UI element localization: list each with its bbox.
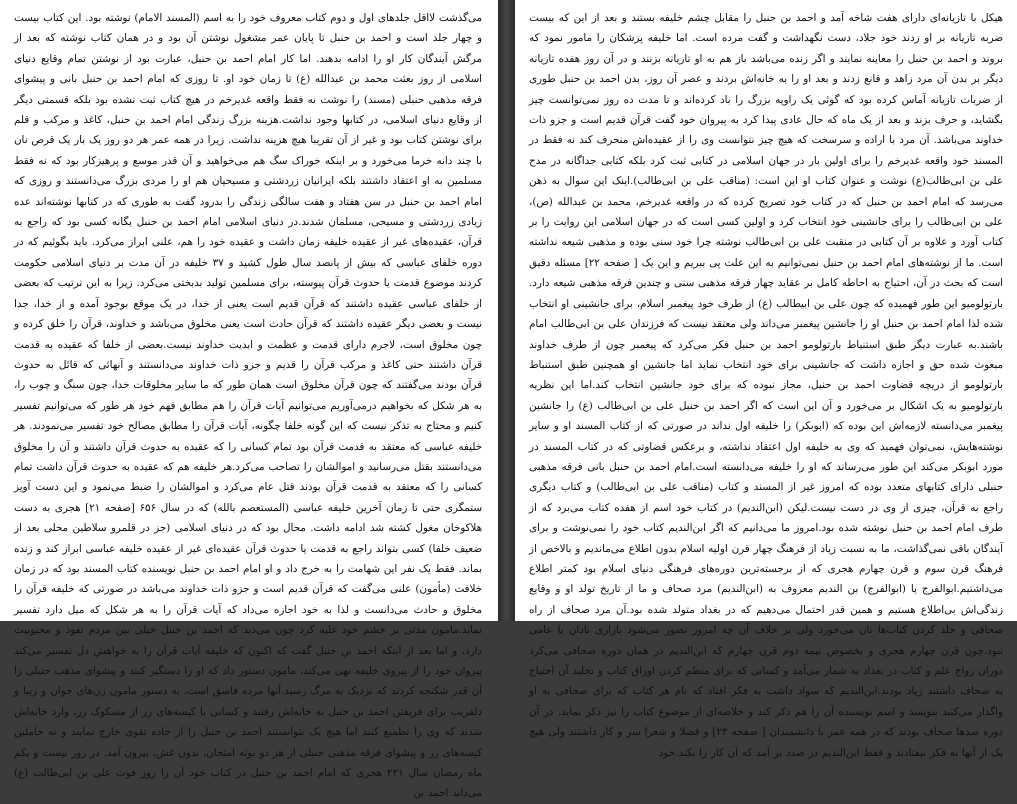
- right-page-text: هیکل با تازیانه‌ای دارای هفت شاخه آمد و احمد بن حنبل را مقابل چشم خلیفه بستند و بعد از این که بیست ضربه تازیانه بر او زدند خود جلاد، دست نگهداشت و گفت مرده است. اما خلیفه پزشکان را مامور نمود که بروند و احمد بن حنبل را معاینه نمایند و اگر زنده می‌باشد باز هم به او تازیانه بزنند و در آن روز هفده تازیانه دیگر بر بدن آن مرد زاهد و قانع زدند و بعد او را به خانه‌اش بردند و عصر آن روز، بدن احمد بن حنبل طوری از ضربات تازیانه آماس کرده بود که گوئی یک راویه بزرگ را باد کرده‌اند و تا مدت ده روز نمی‌توانست چیز بگشاید، و حرف بزند و بعد از یک ماه که حال عادی پیدا کرد به پیروان خود گفت قرآن قدیم است و جزو ذات خداوند می‌باشد. آن مرد با اراده و سرسخت که هیچ چیز نتوانست وی را از عقیده‌اش منحرف کند نه فقط در المسند خود واقعه غدیرخم را برای اولین بار در جهان اسلامی در کتابی ثبت کرد بلکه کتابی جداگانه در مدح علی بن ابی‌طالب(ع) نوشت و عنوان کتاب او این است: (مناقب علی بن ابی‌طالب).اینک این سوال به ذهن می‌رسد که امام احمد بن حنبل که در کتاب خود تصریح کرده که در واقعه غدیرخم، محمد بن عبدالله (ص)، علی بن ابی‌طالب را برای جانشینی خود انتخاب کرد و اولین کسی است که در جهان اسلامی این روایت را بر کتاب آورد و علاوه بر آن کتابی در منقبت علی بن ابی‌طالب نوشته چرا خود سنی بوده و مذهبی شیعه نداشته است. ما از نوشته‌های امام احمد بن حنبل نمی‌توانیم به این علت پی ببریم و این یک [ صفحه ۲۲] مسئله دقیق است که بحث در آن، احتیاج به احاطه کامل بر عقاید چهار فرقه مذهبی سنی و چندین فرقه مذهبی شیعه دارد. بارتولومیو این طور فهمیده که چون علی بن ابیطالب (ع) از طرف خود پیغمبر اسلام، برای جانشینی او انتخاب شده لذا امام احمد بن حنبل او را جانشین پیغمبر می‌داند ولی معتقد نیست که فرزندان علی بن ابی‌طالب امام باشند.به عبارت دیگر طبق استنباط بارتولومو احمد بن حنبل فکر می‌کرد که پیغمبر چون از طرف خداوند مبعوث شده حق و اجازه داشت که جانشینی برای خود انتخاب نماید اما جانشین او همچنین طبق استنباط بارتولومو از دریچه قضاوت احمد بن حنبل، مجاز نبوده که برای خود جانشین انتخاب کند.اما این نظریه بارتولومیو به یک اشکال بر می‌خورد و آن این است که اگر احمد بن حنبل علی بن ابی‌طالب (ع) را جانشین پیغمبر می‌دانسته لازمه‌اش این بوده که (ابوبکر) را خلیفه اول نداند در صورتی که از کتاب المسند او و سایر نوشته‌هایش، نمی‌توان فهمید که وی به خلیفه اول اعتقاد نداشته، و برعکس قضاوتی که در کتاب المسند در مورد ابوبکر می‌کند این طور می‌رساند که او را خلیفه می‌دانسته است.امام احمد بن حنبل بانی فرقه مذهبی حنبلی دارای کتابهای متعدد بوده که امروز غیر از المسند و کتاب (مناقب علی بن ابی‌طالب) و کتاب دیگری راجع به قرآن، چیزی از وی در دست نیست.لیکن (ابن‌الندیم) در کتاب خود اسم از هفده کتاب می‌برد که از طرف امام احمد بن حنبل نوشته شده بود.امروز ما می‌دانیم که اگر ابن‌الندیم کتاب خود را نمی‌نوشت و برای آیندگان باقی نمی‌گذاشت، ما به نسبت زیاد از فرهنگ چهار قرن اولیه اسلام بدون اطلاع می‌ماندیم و بالاخص از فرهنگ قرن سوم و قرن چهارم هجری که از برجسته‌ترین دوره‌های فرهنگی دنیای اسلام بود کمتر اطلاع می‌داشتیم.ابوالفرج یا (ابوالفرج) بن الندیم معروف به (ابن‌الندیم) مرد صحاف و ما از تاریخ تولد او و وقایع زندگی‌اش بی‌اطلاع هستیم و همین قدر احتمال می‌دهیم که در بغداد متولد شده بود.آن مرد صحاف از راه صحافی و جلد کردن کتاب‌ها نان می‌خورد ولی بر خلاف آن چه امروز تصور می‌شود بازاری نادان یا عامی نبود.چون قرن چهارم هجری و بخصوص نیمه دوم قرن چهارم که ابن‌الندیم در همان دوره صحافی می‌کرد دوران رواج علم و کتاب در بغداد به شمار می‌آمد و کسانی که برای منظم کردن اوراق کتاب و تجلید آن احتیاج به صحاف داشتند زیاد بودند.ابن‌الندیم که سواد داشت به فکر افتاد که نام هر کتاب که برای صحافی به او واگذار می‌کنند بنویسد و اسم نویسنده آن را هم ذکر کند و خلاصه‌ای از موضوع کتاب را نیز ذکر نماید. در آن دوره صدها صحاف بودند که در همه عمر با دانشمندان [ صفحه ۲۳] و فضلا و شعرا سر و کار داشتند ولی هیچ یک از آنها به فکر نیفتادند و فقط ابن‌الندیم در صدد بر آمد که آن کار را بکند.خود: [529, 12, 1003, 759]
- right-page: [515, 0, 1017, 759]
- left-page-text: می‌گذشت لااقل جلدهای اول و دوم کتاب معروف خود را به اسم (المسند الامام) نوشته بود. این کتاب بیست و چهار جلد است و احمد بن حنبل تا پایان عمر مشغول نوشتن آن بود و در همان کتاب نوشته که بعد از مرگش آیندگان کار او را ادامه بدهند. اما کار امام احمد بن حنبل، عبارت بود از نوشتن تمام وقایع دنیای اسلامی از روز بعثت محمد بن عبدالله (ع) تا زمان خود او. تا روزی که امام احمد بن حنبل بانی و پیشوای فرقه مذهبی حنبلی (مسند) را نوشت نه فقط واقعه غدیرخم در هیچ کتاب ثبت نشده بود بلکه قسمتی دیگر از وقایع دنیای اسلامی، در کتابها وجود نداشت.هزینه بزرگ زندگی امام احمد بن حنبل، کاغذ و مرکب و قلم برای نوشتن کتاب بود و غیر از آن تقریبا هیچ هزینه نداشت. زیرا در همه عمر هر دو روز یک بار یک قرص نان با چند دانه خرما می‌خورد و بر اینکه خوراک سگ هم می‌خواهید و آن قدر موسع و پرهیزکار بود که نه فقط مسلمین به او اعتقاد داشتند بلکه ایرانیان زردشتی و مسیحیان هم او را مردی بزرگ می‌دانستند و روزی که امام احمد بن حنبل در سن هفتاد و هفت سالگی زندگی را بدرود گفت به طوری که در کتابها نوشته‌اند عده زیادی زردشتی و مسیحی، مسلمان شدند.در دنیای اسلامی امام احمد بن حنبل یگانه کسی بود که راجع به قرآن، عقیده‌های غیر از عقیده خلیفه زمان داشت و عقیده خود را هم، علنی ابراز می‌کرد. باید بگوئیم که در دوره خلفای عباسی که بیش از پانصد سال طول کشید و ۳۷ خلیفه در آن مدت بر دنیای اسلامی حکومت کردند موضوع قدمت یا حدوث قرآن پیوسته، برای مسلمین تولید بدبختی می‌کرد. زیرا به این ترتیب که بعضی از خلفای عباسی عقیده داشتند که قرآن قدیم است یعنی از خدا، در یک موقع بوجود آمده و از خدا، جدا نیست و بعضی دیگر عقیده داشتند که قرآن حادث است یعنی مخلوق می‌باشد و خداوند، قرآن را خلق کرده و چون مخلوق است، لاجرم دارای قدمت و عظمت و ابدیت خداوند نیست.بعضی از خلفا که عقیده به قدمت قرآن داشتند حتی کاغذ و مرکب قرآن را قدیم و جزو ذات خداوند می‌دانستند و آنهائی که قائل به حدوث قرآن بودند می‌گفتند که چون قرآن مخلوق است همان طور که ما سایر مخلوقات خدا، چون سنگ و چوب را، به هر شکل که بخواهیم درمی‌آوریم می‌توانیم آیات قرآن را هم مطابق فهم خود هر طور که می‌توانیم تفسیر کنیم و محتاج به تذکر نیست که این گونه خلفا چگونه، آیات قرآن را مطابق مصالح خود تفسیر می‌نمودند. هر خلیفه عباسی که معتقد به قدمت قرآن بود تمام کسانی را که عقیده به حدوث قرآن داشتند و آن را مخلوق می‌دانستند بقتل می‌رسانید و اموالشان را تصاحب می‌کرد.هر خلیفه هم که عقیده به حدوث قرآن داشت تمام کسانی را که معتقد به قدمت قرآن بودند قتل عام می‌کرد و اموالشان را ضبط می‌نمود و این دست آویز ستمگری حتی تا زمان آخرین خلیفه عباسی (المستعصم بالله) که در سال ۶۵۶ [صفحه ۲۱] هجری به دست هلاکوخان مغول کشته شد ادامه داشت. محال بود که در دنیای اسلامی (جز در قلمرو سلاطین محلی بعد از ضعیف خلفا) کسی بتواند راجع به قدمت یا حدوث قرآن عقیده‌ای غیر از عقیده خلیفه عباسی ابراز کند و زنده بماند. فقط یک نفر این شهامت را به خرج داد و او امام احمد بن حنبل نویسنده کتاب المسند بود که در زمان خلافت (مأمون) علنی می‌گفت که قرآن قدیم است و جزو ذات خداوند می‌باشد در صورتی که خلیفه قرآن را مخلوق و حادث می‌دانست و لذا به خود اجازه می‌داد که آیات قرآن را به هر شکل که میل دارد تفسیر نماید.مامون مدتی بر خشم خود غلبه کرد چون می‌دید که احمد بن حنبل خیلی بین مردم نفوذ و محبوبیت دارد، و اما بعد از اینکه احمد بن حنبل گفت که اکنون که خلیفه آیات قرآن را به خواهش دل تفسیر می‌کند پیروان خود را از پیروی خلیفه نهی می‌کند، مامون دستور داد که او را دستگیر کنند و پیشوای مذهب حنبلی را آن قدر شکنجه کردند که نزدیک به مرگ رسید.آنها مرده فاسق است. به دستور مامون زن‌های جوان و زیبا و دلفریب برای فریفتن احمد بن حنبل به خانه‌اش رفتند و کسانی با کیسه‌های زر از مسکوک زر، وارد خانه‌اش شدند که وی را تطمیع کنند اما هیچ یک نتوانستند احمد بن حنبل را از جاده تقوی خارج نمایند و نه حاملین کیسه‌های زر و پیشوای فرقه مذهبی حنبلی از هر دو بوته امتحان، بدون غش، بیرون آمد. در روز بیست و یکم ماه رمضان سال ۲۲۱ هجری که امام احمد بن حنبل در کتاب خود آن را روز فوت علی بن ابی‌طالب (ع) می‌داند احمد بن: [14, 12, 483, 800]
- left-page: [0, 0, 498, 800]
- page-gutter: [498, 0, 515, 621]
